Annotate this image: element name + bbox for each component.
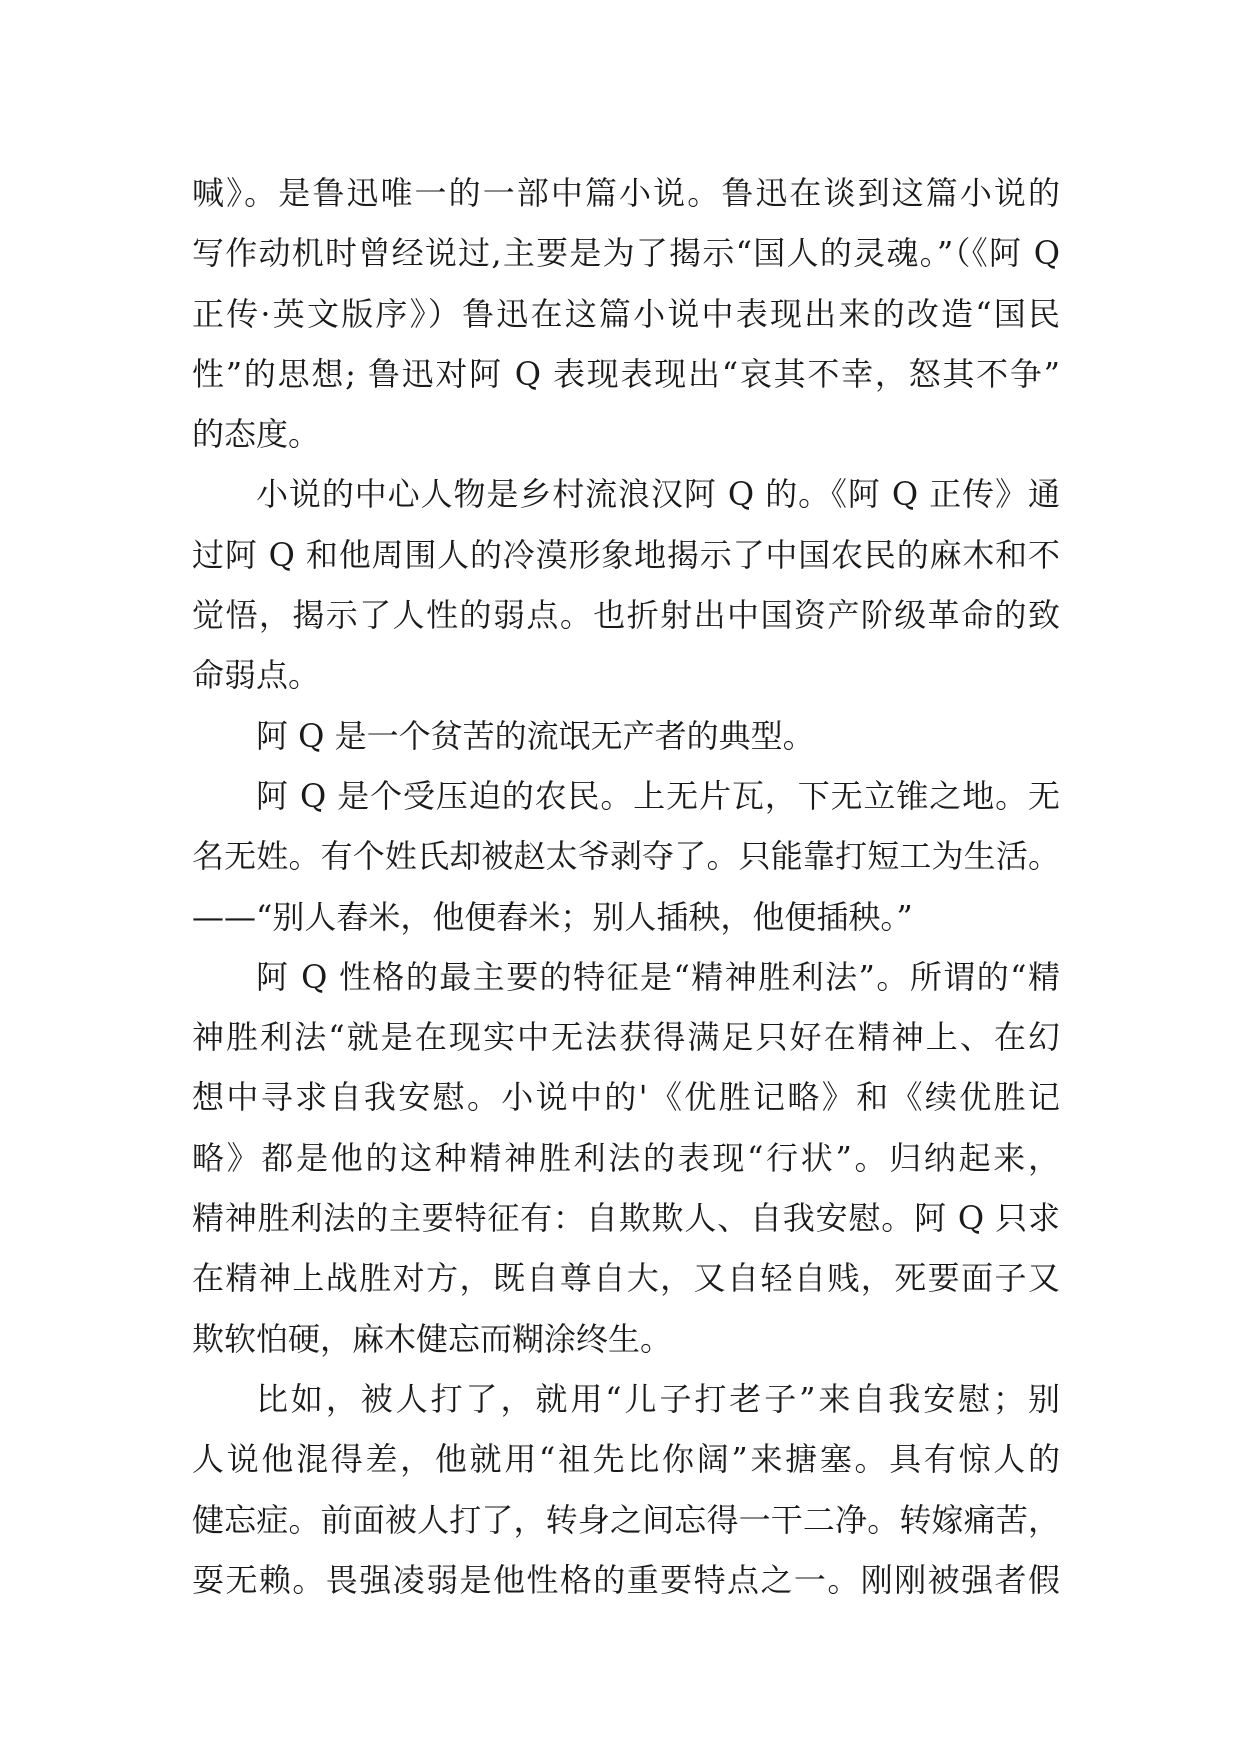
text-line: 命弱点。 — [192, 656, 321, 695]
paragraph — [192, 706, 1060, 766]
text-line: 想中寻求自我安慰。小说中的'《优胜记略》和《续优胜记 — [192, 1078, 1060, 1117]
text-line: 正传·英文版序》）鲁迅在这篇小说中表现出来的改造“国民 — [192, 294, 1060, 333]
paragraph — [192, 766, 1060, 947]
text-line: 精神胜利法的主要特征有：自欺欺人、自我安慰。阿 Q 只求 — [192, 1199, 1060, 1238]
text-line: 人说他混得差，他就用“祖先比你阔”来搪塞。具有惊人的 — [192, 1440, 1060, 1479]
text-line: 阿 Q 性格的最主要的特征是“精神胜利法”。所谓的“精 — [256, 957, 1060, 996]
text-line: 过阿 Q 和他周围人的冷漠形象地揭示了中国农民的麻木和不 — [192, 535, 1060, 574]
text-line: 耍无赖。畏强凌弱是他性格的重要特点之一。刚刚被强者假 — [192, 1560, 1060, 1599]
text-line: 写作动机时曾经说过,主要是为了揭示“国人的灵魂。”（《阿 Q — [192, 234, 1060, 273]
text-line: 小说的中心人物是乡村流浪汉阿 Q 的。《阿 Q 正传》通 — [256, 475, 1060, 514]
text-line: 性”的思想; 鲁迅对阿 Q 表现表现出“哀其不幸，怒其不争” — [192, 354, 1060, 393]
text-line: 健忘症。前面被人打了，转身之间忘得一干二净。转嫁痛苦， — [192, 1500, 1060, 1539]
text-line: 名无姓。有个姓氏却被赵太爷剥夺了。只能靠打短工为生活。 — [192, 837, 1060, 876]
document-page — [192, 163, 1060, 1610]
text-line: 阿 Q 是一个贫苦的流氓无产者的典型。 — [256, 716, 815, 755]
text-line: 比如，被人打了，就用“儿子打老子”来自我安慰；别 — [256, 1379, 1060, 1418]
text-line: 神胜利法“就是在现实中无法获得满足只好在精神上、在幻 — [192, 1018, 1060, 1057]
text-line: 觉悟，揭示了人性的弱点。也折射出中国资产阶级革命的致 — [192, 596, 1060, 635]
text-line: 在精神上战胜对方，既自尊自大，又自轻自贱，死要面子又 — [192, 1259, 1060, 1298]
text-line: 的态度。 — [192, 415, 321, 454]
text-line: 欺软怕硬，麻木健忘而糊涂终生。 — [192, 1319, 673, 1358]
text-line: ——“别人舂米，他便舂米；别人插秧，他便插秧。” — [192, 897, 913, 936]
text-line: 喊》。是鲁迅唯一的一部中篇小说。鲁迅在谈到这篇小说的 — [192, 174, 1060, 212]
paragraph — [192, 163, 1060, 464]
paragraph — [192, 1369, 1060, 1610]
text-line: 略》都是他的这种精神胜利法的表现“行状”。归纳起来， — [192, 1138, 1060, 1177]
text-line: 阿 Q 是个受压迫的农民。上无片瓦，下无立锥之地。无 — [256, 776, 1060, 815]
paragraph — [192, 947, 1060, 1369]
paragraph — [192, 464, 1060, 705]
